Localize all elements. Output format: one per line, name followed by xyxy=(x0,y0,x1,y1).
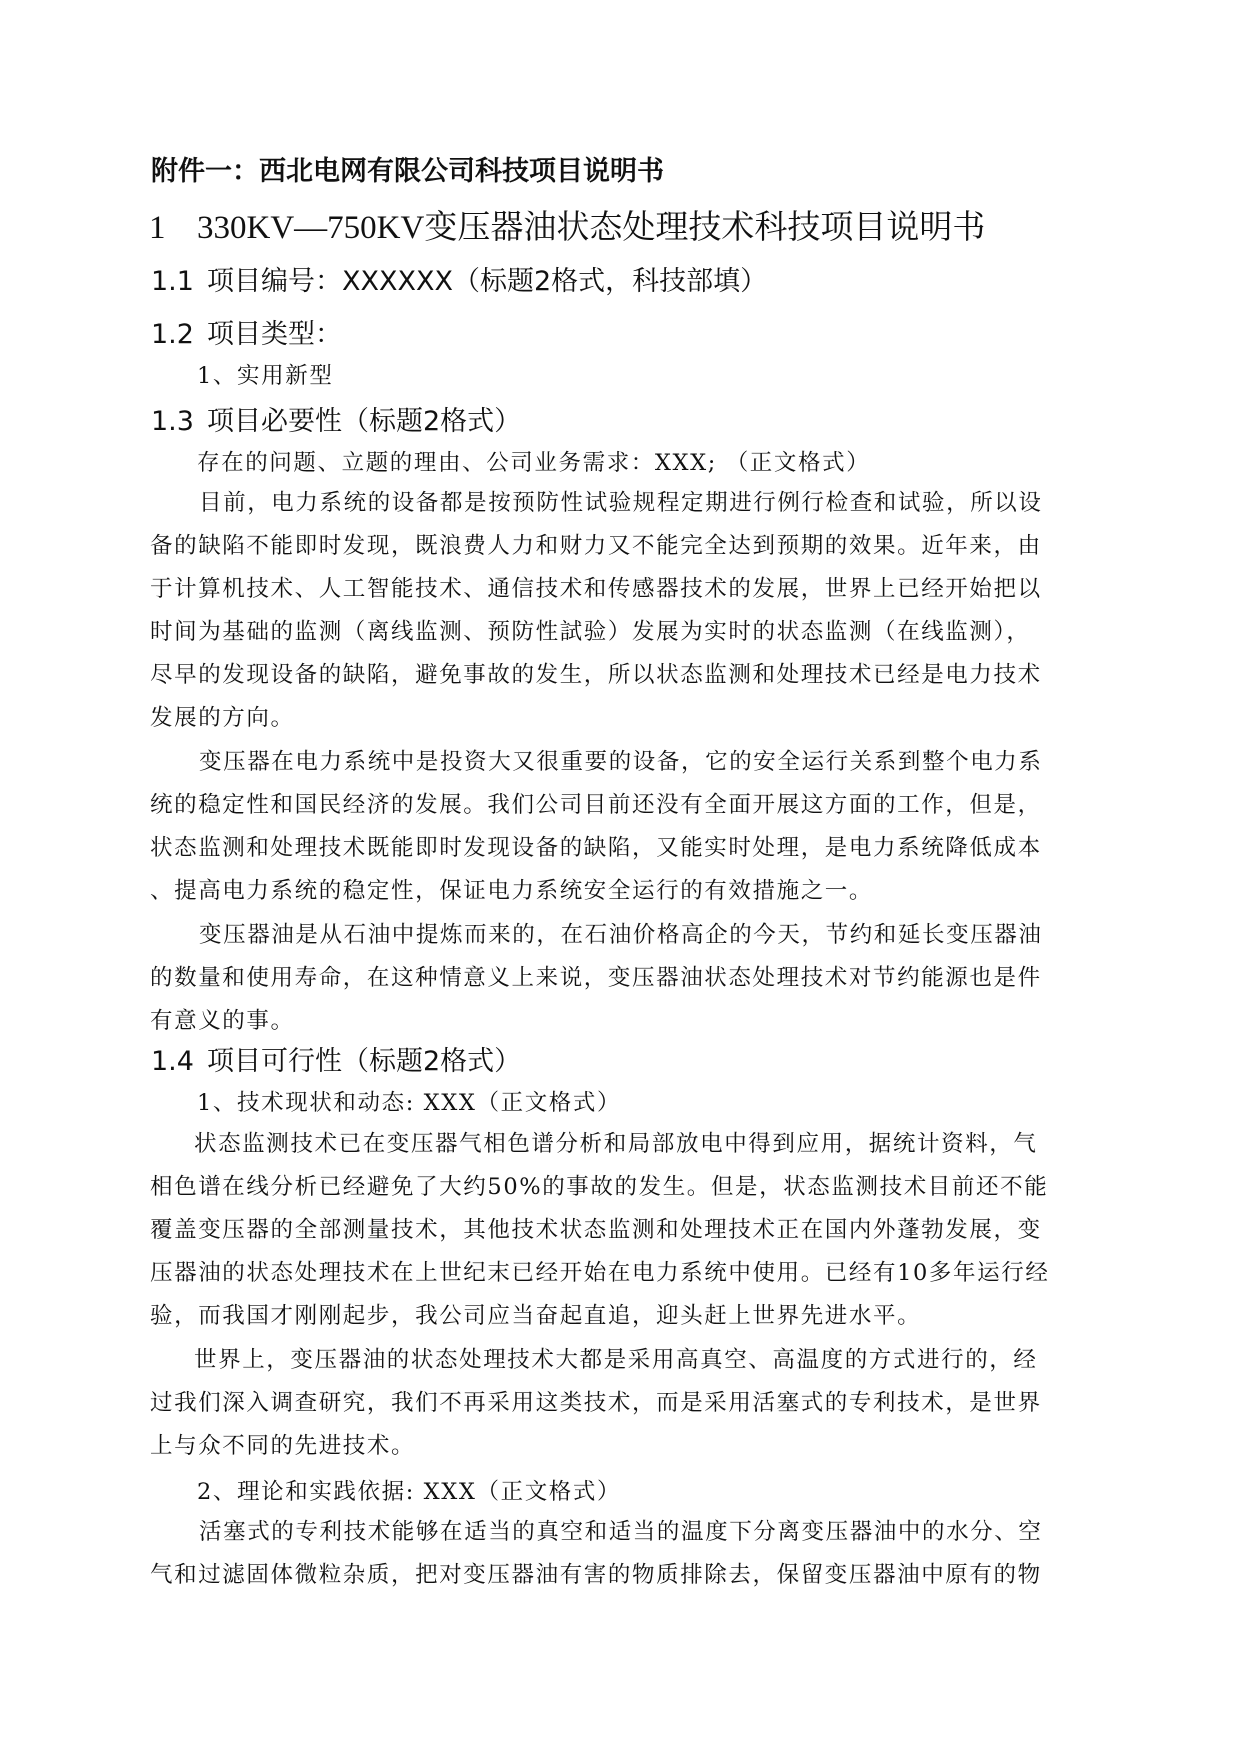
section-title: 项目必要性（标题2格式） xyxy=(207,406,522,437)
paragraph-line: 的数量和使用寿命，在这种情意义上来说，变压器油状态处理技术对节约能源也是件 xyxy=(150,965,1042,991)
paragraph-monitoring-technology xyxy=(150,1123,1049,1338)
paragraph-line: 有意义的事。 xyxy=(150,1008,295,1034)
paragraph-line: 统的稳定性和国民经济的发展。我们公司目前还没有全面开展这方面的工作，但是， xyxy=(150,792,1042,818)
paragraph-line: 变压器油是从石油中提炼而来的，在石油价格高企的今天，节约和延长变压器油 xyxy=(199,922,1043,948)
section-1-1-heading xyxy=(151,268,767,295)
paragraph-line: 压器油的状态处理技术在上世纪末已经开始在电力系统中使用。已经有10多年运行经 xyxy=(150,1260,1050,1286)
paragraph-line: 相色谱在线分析已经避免了大约50%的事故的发生。但是，状态监测技术目前还不能 xyxy=(150,1174,1049,1200)
section-1-3-heading xyxy=(151,408,521,435)
paragraph-line: 验，而我国才刚刚起步，我公司应当奋起直追，迎头赶上世界先进水平。 xyxy=(150,1303,922,1329)
paragraph-line: 气和过滤固体微粒杂质，把对变压器油有害的物质排除去，保留变压器油中原有的物 xyxy=(150,1562,1042,1588)
paragraph-line: 尽早的发现设备的缺陷，避免事故的发生，所以状态监测和处理技术已经是电力技术 xyxy=(150,662,1042,688)
section-number: 1.3 xyxy=(151,406,194,437)
paragraph-line: 覆盖变压器的全部测量技术，其他技术状态监测和处理技术正在国内外蓬勃发展，变 xyxy=(150,1217,1042,1243)
heading-1-number: 1 xyxy=(149,210,166,246)
paragraph-line: 发展的方向。 xyxy=(150,705,295,731)
paragraph-line: 状态监测技术已在变压器气相色谱分析和局部放电中得到应用，据统计资料，气 xyxy=(194,1131,1038,1157)
attachment-title: 附件一：西北电网有限公司科技项目说明书 xyxy=(151,156,664,187)
paragraph-line: 活塞式的专利技术能够在适当的真空和适当的温度下分离变压器油中的水分、空 xyxy=(199,1519,1043,1545)
paragraph-transformer-oil xyxy=(150,914,1043,1043)
paragraph-current-status xyxy=(150,482,1043,740)
paragraph-line: 过我们深入调查研究，我们不再采用这类技术，而是采用活塞式的专利技术，是世界 xyxy=(150,1390,1042,1416)
section-number: 1.4 xyxy=(151,1046,194,1077)
paragraph-line: 世界上，变压器油的状态处理技术大都是采用高真空、高温度的方式进行的，经 xyxy=(194,1347,1038,1373)
section-1-4-heading xyxy=(151,1048,521,1075)
paragraph-line: 备的缺陷不能即时发现，既浪费人力和财力又不能完全达到预期的效果。近年来，由 xyxy=(150,533,1042,559)
paragraph-line: 变压器在电力系统中是投资大又很重要的设备，它的安全运行关系到整个电力系 xyxy=(199,749,1043,775)
section-title: 项目可行性（标题2格式） xyxy=(207,1046,522,1077)
paragraph-transformer-importance xyxy=(150,741,1043,913)
section-title: 项目类型： xyxy=(207,319,342,350)
paragraph-line: 状态监测和处理技术既能即时发现设备的缺陷，又能实时处理，是电力系统降低成本 xyxy=(150,835,1042,861)
paragraph-line: 时间为基础的监测（离线监测、预防性試验）发展为实时的状态监测（在线监测）， xyxy=(150,619,1031,645)
paragraph-theory-basis xyxy=(150,1511,1043,1597)
section-title: 项目编号：XXXXXX（标题2格式，科技部填） xyxy=(207,266,768,297)
heading-1 xyxy=(149,212,985,245)
feasibility-item-1: 1、技术现状和动态: XXX（正文格式） xyxy=(197,1090,622,1116)
project-type-item: 1、实用新型 xyxy=(197,363,334,389)
paragraph-line: 上与众不同的先进技术。 xyxy=(150,1433,416,1459)
paragraph-line: 于计算机技术、人工智能技术、通信技术和传感器技术的发展，世界上已经开始把以 xyxy=(150,576,1042,602)
necessity-intro: 存在的问题、立题的理由、公司业务需求：XXX; （正文格式） xyxy=(197,450,871,476)
heading-1-text: 330KV—750KV变压器油状态处理技术科技项目说明书 xyxy=(197,210,986,246)
paragraph-line: 、提高电力系统的稳定性，保证电力系统安全运行的有效措施之一。 xyxy=(150,878,874,904)
paragraph-piston-technology xyxy=(150,1339,1042,1468)
section-number: 1.2 xyxy=(151,319,194,350)
section-1-2-heading xyxy=(151,321,342,348)
feasibility-item-2: 2、理论和实践依据: XXX（正文格式） xyxy=(197,1479,622,1505)
paragraph-line: 目前，电力系统的设备都是按预防性试验规程定期进行例行检查和试验，所以设 xyxy=(199,490,1043,516)
section-number: 1.1 xyxy=(151,266,194,297)
